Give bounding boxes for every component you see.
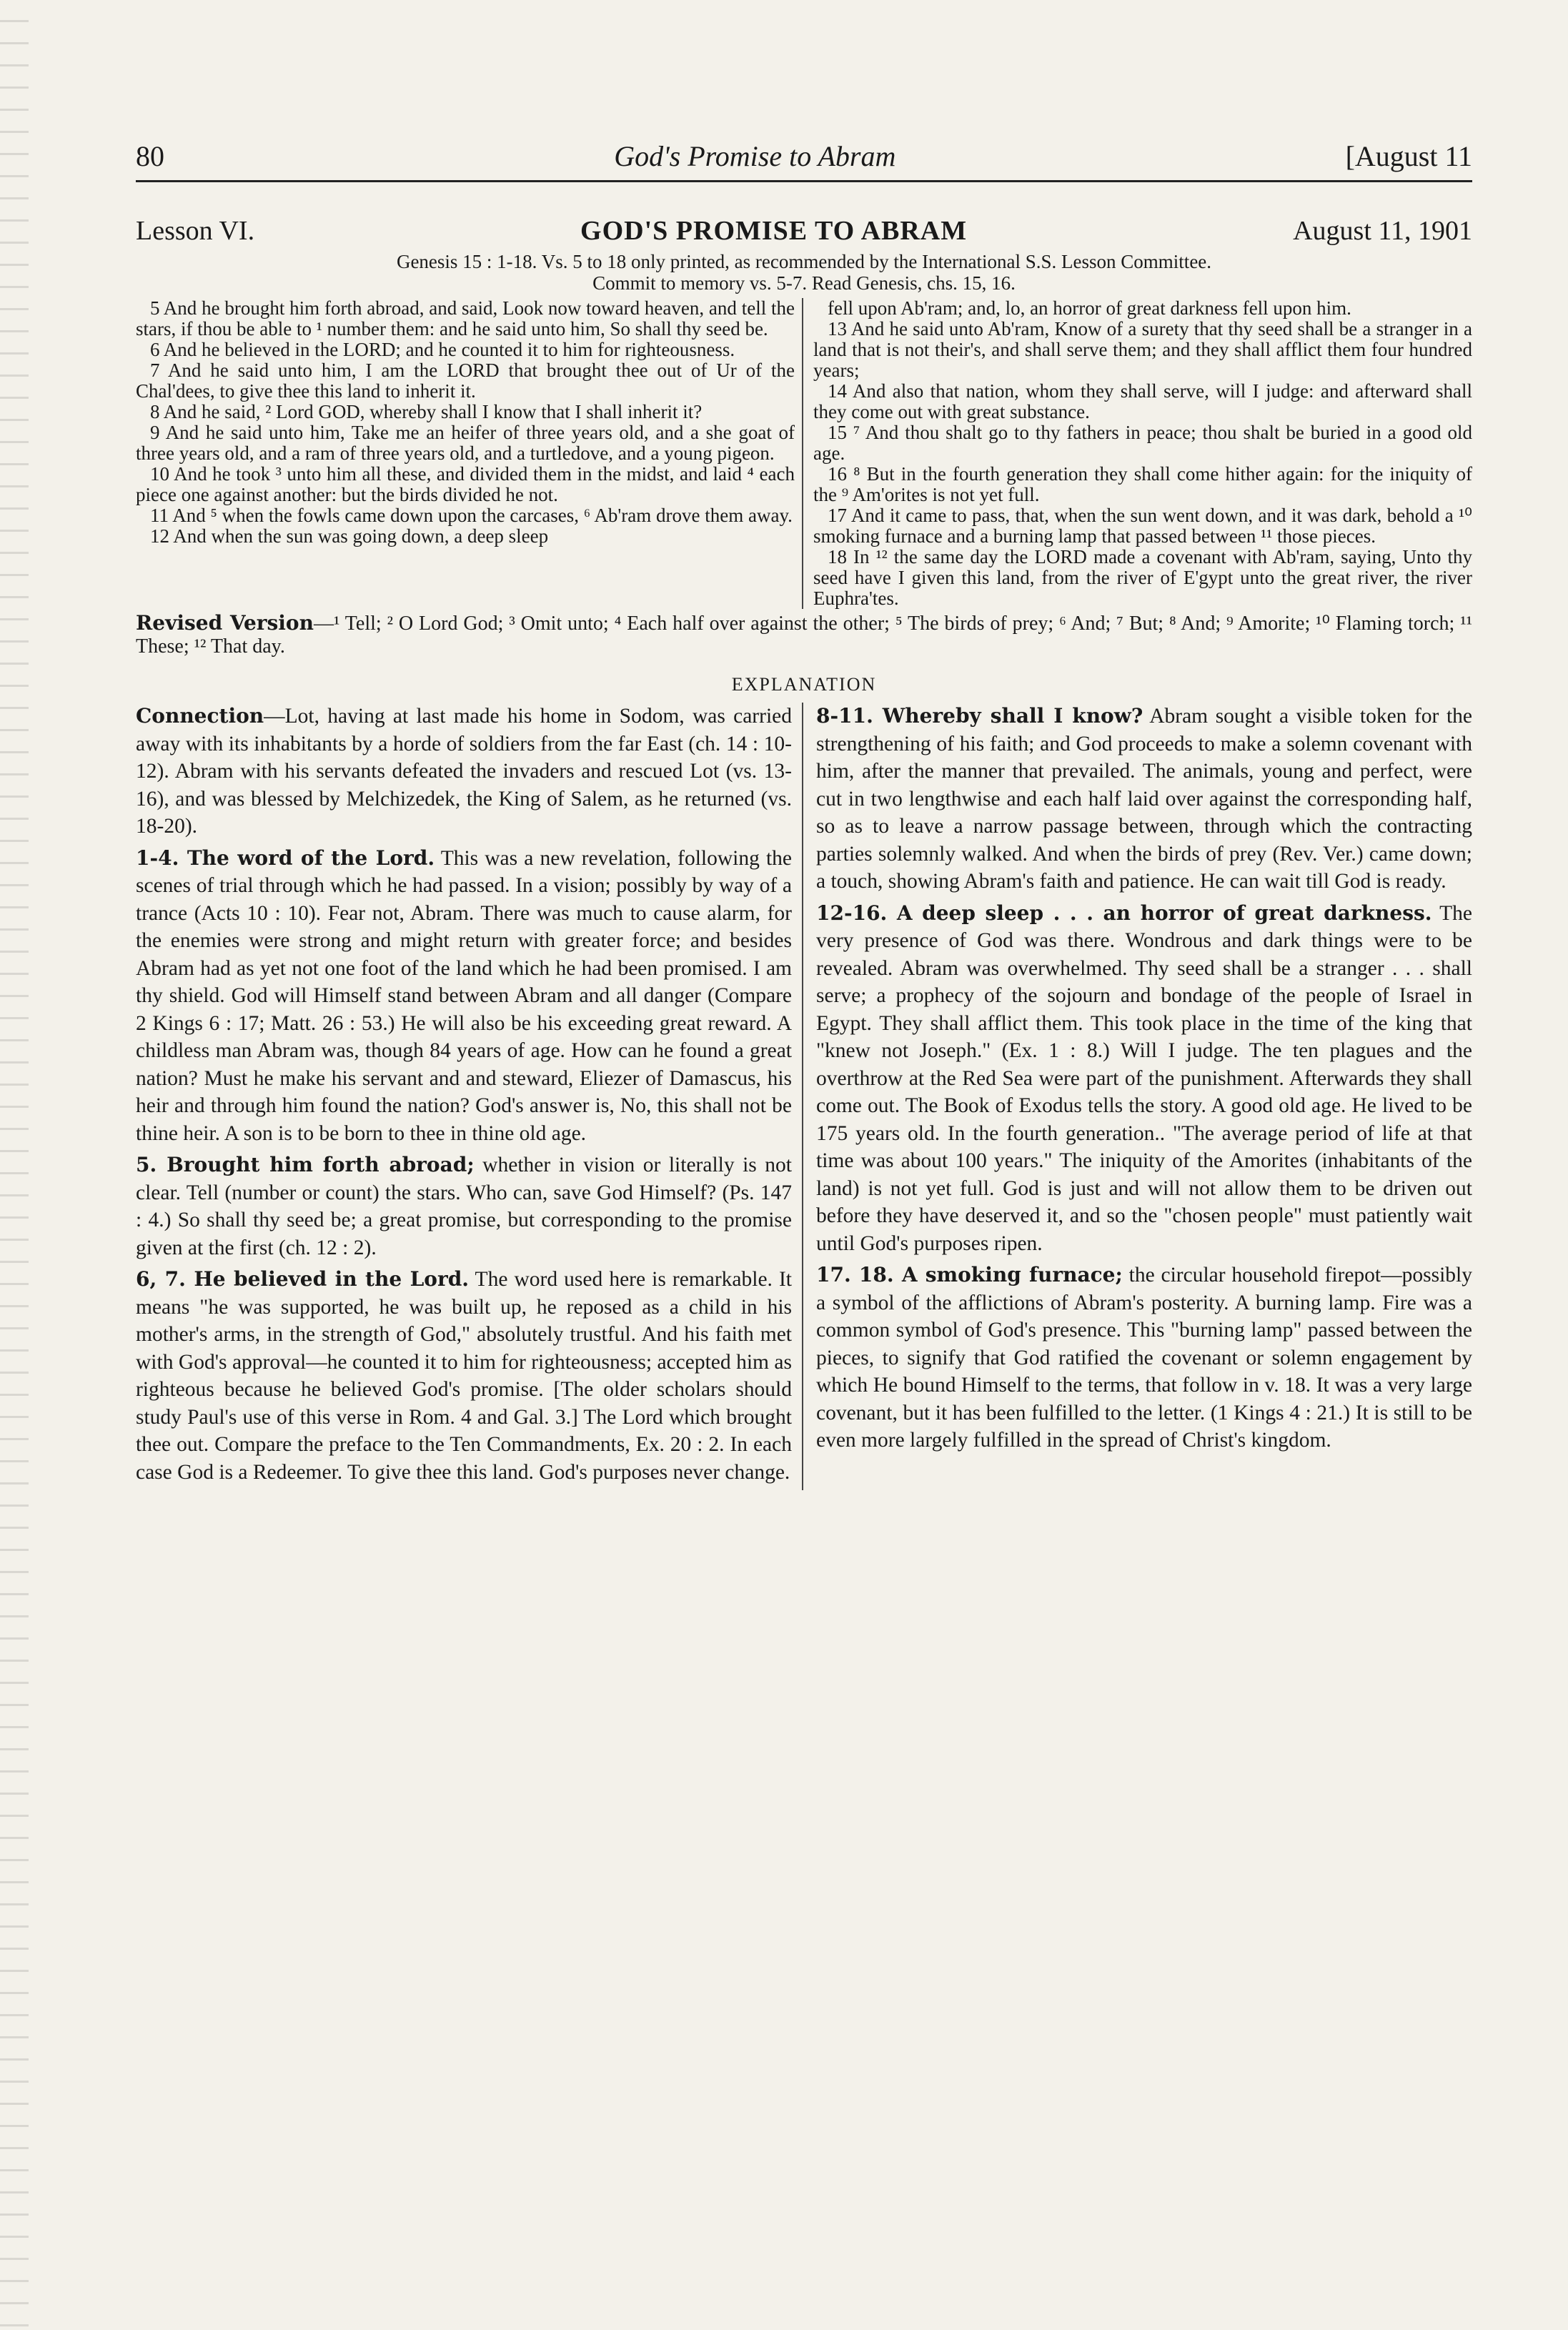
lesson-number: Lesson VI. bbox=[136, 216, 255, 246]
lesson-heading bbox=[136, 215, 1472, 247]
explanation-text: The very presence of God was there. Wondrous and dark things were to be revealed. Abram was overwhelmed. Thy seed shall be a stranger . . . shall serve; a prophecy of the sojourn and bondage of the people of Israel in Egypt. They shall afflict them. This took place in the time of the king that "knew not Joseph." (Ex. 1 : 8.) Will I judge. The ten plagues and the overthrow at the Red Sea were part of the punishment. Afterwards they shall come out. The Book of Exodus tells the story. A good old age. He lived to be 175 years old. In the fourth generation.. "The average period of life at that time was about 100 years." The iniquity of the Amorites (inhabitants of the land) is not yet full. God is just and will not allow them to be driven out before they have deserved it, and so the "chosen people" must patiently wait until God's purposes ripen. bbox=[816, 901, 1472, 1255]
lesson-date: August 11, 1901 bbox=[1293, 216, 1472, 246]
explanation-lead: 1-4. The word of the Lord. bbox=[136, 846, 435, 870]
explanation-lead: 5. Brought him forth abroad; bbox=[136, 1153, 475, 1176]
explanation-lead: 8-11. Whereby shall I know? bbox=[816, 704, 1143, 728]
scripture-verse: 8 And he said, ² Lord GOD, whereby shall I know that I shall inherit it? bbox=[150, 401, 703, 422]
explanation-paragraph bbox=[816, 703, 1472, 896]
explanation-right-column bbox=[802, 703, 1472, 1490]
scripture-verse: fell upon Ab'ram; and, lo, an horror of great darkness fell upon him. bbox=[828, 297, 1351, 319]
scripture-verse: 5 And he brought him forth abroad, and said, Look now toward heaven, and tell the stars, if thou be able to ¹ number them: and he said unto him, So shall thy seed be. bbox=[136, 297, 795, 339]
verses-right-column bbox=[802, 298, 1472, 609]
explanation-lead: Connection bbox=[136, 704, 264, 728]
verses-left-column bbox=[136, 298, 802, 609]
lesson-title: GOD'S PROMISE TO ABRAM bbox=[580, 216, 968, 246]
scripture-verse: 17 And it came to pass, that, when the sun went down, and it was dark, behold a ¹⁰ smoking furnace and a burning lamp that passed between ¹¹ those pieces. bbox=[813, 505, 1472, 547]
memory-verse-line: Commit to memory vs. 5-7. Read Genesis, chs. 15, 16. bbox=[592, 272, 1016, 294]
explanation-text: —Lot, having at last made his home in Sodom, was carried away with its inhabitants by a horde of soldiers from the far East (ch. 14 : 10-12). Abram with his servants defeated the invaders and rescued Lot (vs. 13-16), and was blessed by Melchizedek, the King of Salem, as he returned (vs. 18-20). bbox=[136, 705, 792, 838]
revised-version-label: Revised Version bbox=[136, 611, 314, 635]
scripture-verse: 6 And he believed in the LORD; and he counted it to him for righteousness. bbox=[150, 339, 735, 360]
scripture-verse: 13 And he said unto Ab'ram, Know of a surety that thy seed shall be a stranger in a land that is not their's, and shall serve them; and they shall afflict them four hundred years; bbox=[813, 318, 1472, 381]
scripture-reference-line: Genesis 15 : 1-18. Vs. 5 to 18 only printed, as recommended by the International S.S. Lesson Committee. bbox=[396, 251, 1212, 272]
explanation-lead: 12-16. A deep sleep . . . an horror of great darkness. bbox=[816, 901, 1432, 925]
scripture-verses bbox=[136, 298, 1472, 609]
scripture-verse: 10 And he took ³ unto him all these, and divided them in the midst, and laid ⁴ each piece one against another: but the birds divided he not. bbox=[136, 463, 795, 505]
scripture-verse: 9 And he said unto him, Take me an heifer of three years old, and a she goat of three years old, and a ram of three years old, and a turtledove, and a young pigeon. bbox=[136, 422, 795, 464]
explanation-paragraph bbox=[816, 900, 1472, 1258]
scripture-verse: 7 And he said unto him, I am the LORD that brought thee out of Ur of the Chal'dees, to give thee this land to inherit it. bbox=[136, 360, 795, 402]
scripture-verse: 16 ⁸ But in the fourth generation they shall come hither again: for the iniquity of the ⁹ Am'orites is not yet full. bbox=[813, 463, 1472, 505]
revised-version-text: —¹ Tell; ² O Lord God; ³ Omit unto; ⁴ Each half over against the other; ⁵ The birds of prey; ⁶ And; ⁷ But; ⁸ And; ⁹ Amorite; ¹⁰ Flaming torch; ¹¹ These; ¹² That day. bbox=[136, 613, 1472, 658]
page-edge-specks bbox=[0, 0, 29, 2330]
running-date: [August 11 bbox=[1345, 140, 1472, 172]
explanation-text: the circular household firepot—possibly a symbol of the afflictions of Abram's posterity. A burning lamp. Fire was a common symbol of God's presence. This "burning lamp" passed between the pieces, to signify that God ratified the covenant or solemn engagement by which He bound Himself to the terms, that follow in v. 18. It was a very large covenant, but it has been fulfilled to the letter. (1 Kings 4 : 21.) It is still to be even more largely fulfilled in the spread of Christ's kingdom. bbox=[816, 1264, 1472, 1452]
explanation-paragraph bbox=[816, 1261, 1472, 1454]
explanation-text: The word used here is remarkable. It means "he was supported, he was built up, he reposed as a child in his mother's arms, in the strength of God," absolutely trustful. And his faith met with God's approval—he counted it to him for righteousness; accepted him as righteous because he believed God's promise. [The older scholars should study Paul's use of this verse in Rom. 4 and Gal. 3.] The Lord which brought thee out. Compare the preface to the Ten Commandments, Ex. 20 : 2. In each case God is a Redeemer. To give thee this land. God's purposes never change. bbox=[136, 1268, 792, 1484]
scripture-verse: 14 And also that nation, whom they shall serve, will I judge: and afterward shall they come out with great substance. bbox=[813, 380, 1472, 422]
explanation-left-column bbox=[136, 703, 802, 1490]
scripture-reference bbox=[136, 251, 1472, 294]
scripture-verse: 15 ⁷ And thou shalt go to thy fathers in peace; thou shalt be buried in a good old age. bbox=[813, 422, 1472, 464]
running-header bbox=[136, 139, 1472, 182]
explanation-heading: EXPLANATION bbox=[731, 674, 877, 695]
scripture-verse: 11 And ⁵ when the fowls came down upon the carcases, ⁶ Ab'ram drove them away. bbox=[150, 505, 793, 526]
explanation-lead: 17. 18. A smoking furnace; bbox=[816, 1263, 1123, 1287]
explanation-paragraph bbox=[136, 1151, 792, 1261]
scripture-verse: 12 And when the sun was going down, a deep sleep bbox=[150, 525, 549, 547]
page-number: 80 bbox=[136, 140, 164, 172]
page bbox=[136, 139, 1472, 1490]
explanation-text: whether in vision or literally is not clear. Tell (number or count) the stars. Who can, save God Himself? (Ps. 147 : 4.) So shall thy seed be; a great promise, but corresponding to the promise given at the first (ch. 12 : 2). bbox=[136, 1154, 792, 1259]
revised-version-notes bbox=[136, 612, 1472, 658]
scripture-verse: 18 In ¹² the same day the LORD made a covenant with Ab'ram, saying, Unto thy seed have I given this land, from the river of E'gypt unto the great river, the river Euphra'tes. bbox=[813, 546, 1472, 609]
explanation-text: Abram sought a visible token for the strengthening of his faith; and God proceeds to make a solemn covenant with him, after the manner that prevailed. The animals, young and perfect, were cut in two lengthwise and each half laid over against the corresponding half, so as to leave a narrow passage between, through which the contracting parties solemnly walked. And when the birds of prey (Rev. Ver.) came down; a touch, showing Abram's faith and patience. He can wait till God is ready. bbox=[816, 705, 1473, 893]
explanation-paragraph bbox=[136, 845, 792, 1148]
explanation-lead: 6, 7. He believed in the Lord. bbox=[136, 1267, 470, 1291]
explanation-text: This was a new revelation, following the scenes of trial through which he had passed. In a vision; possibly by way of a trance (Acts 10 : 10). Fear not, Abram. There was much to cause alarm, for the enemies were strong and might return with greater force; and besides Abram had as yet not one foot of the land which he had been promised. I am thy shield. God will Himself stand between Abram and all danger (Compare 2 Kings 6 : 17; Matt. 26 : 53.) He will also be his exceeding great reward. A childless man Abram was, though 84 years of age. How can he found a great nation? Must he make his servant and and steward, Eliezer of Damascus, his heir and through him found the nation? God's answer is, No, this shall not be thine heir. A son is to be born to thee in thine old age. bbox=[136, 846, 792, 1145]
explanation-paragraph bbox=[136, 703, 792, 841]
explanation bbox=[136, 703, 1472, 1490]
running-title: God's Promise to Abram bbox=[614, 140, 896, 172]
explanation-paragraph bbox=[136, 1266, 792, 1486]
